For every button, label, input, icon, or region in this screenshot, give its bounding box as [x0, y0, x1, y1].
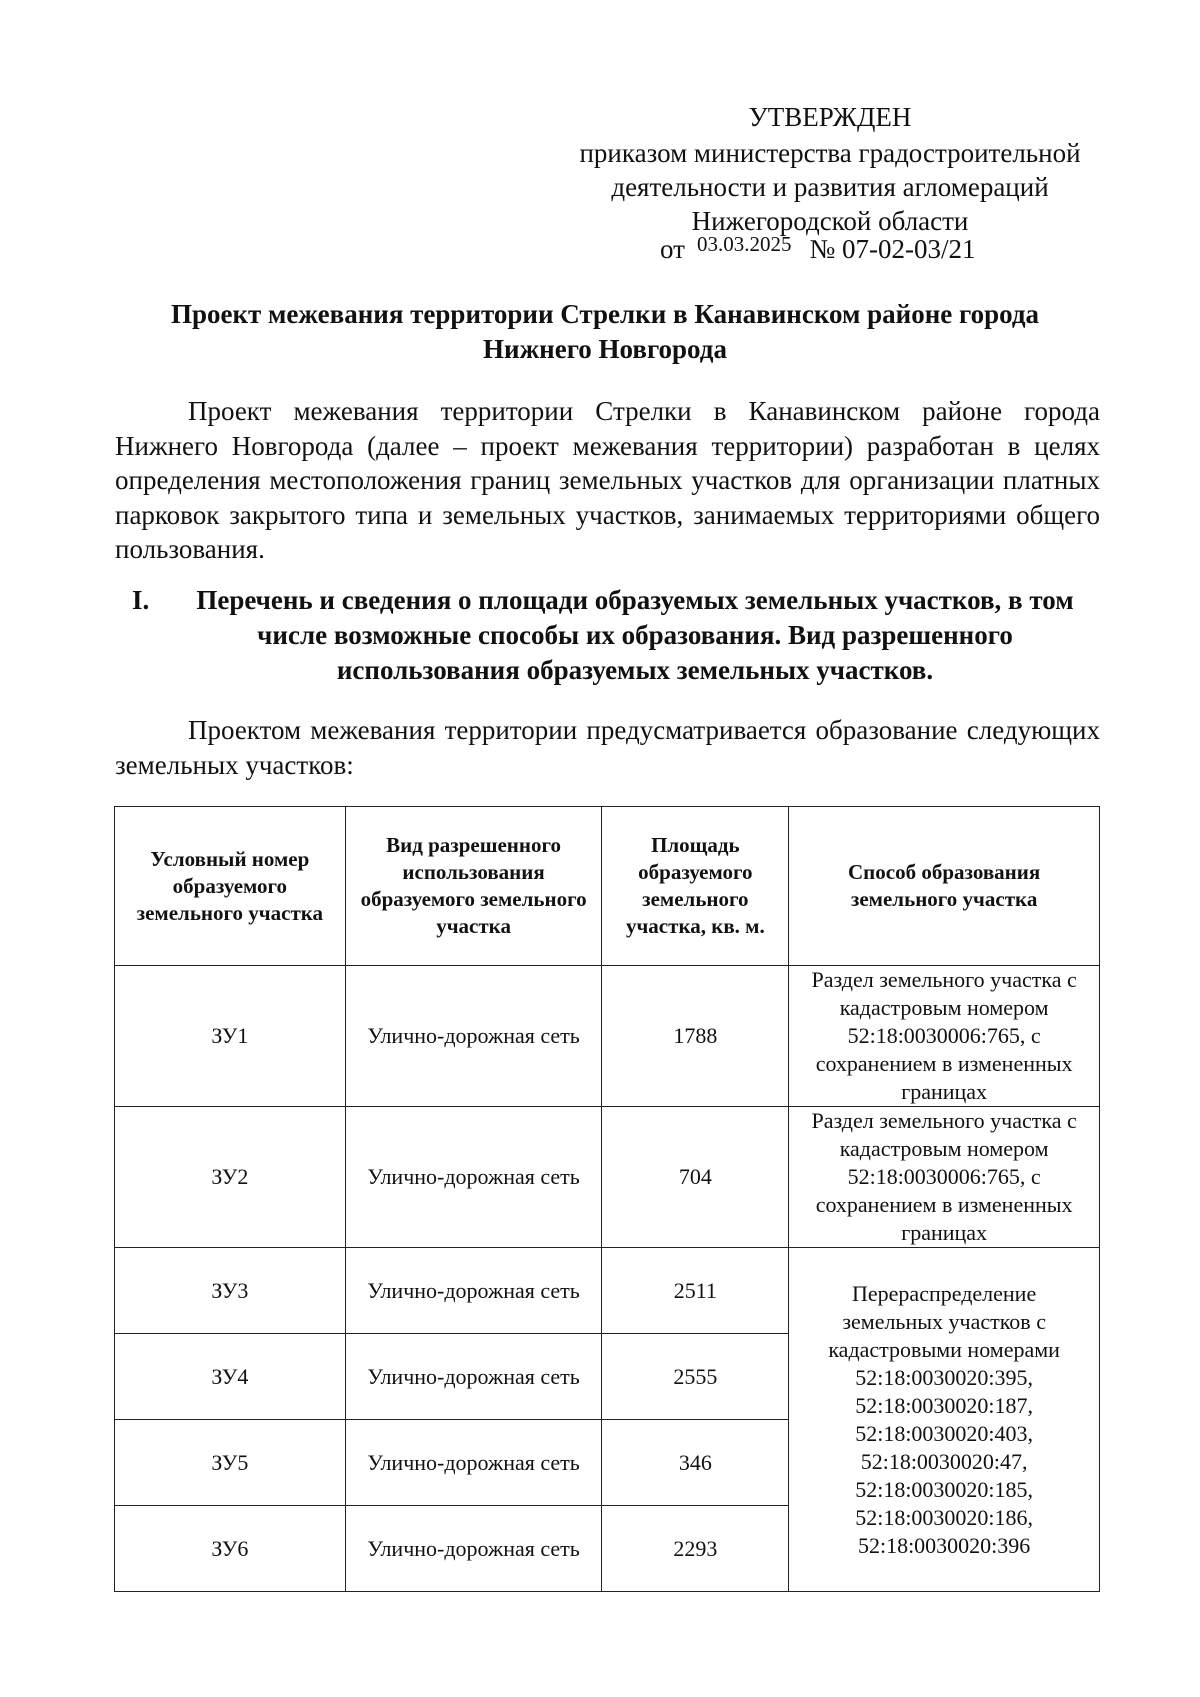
table-row: [115, 966, 1100, 1107]
table-row: [115, 1248, 1100, 1334]
order-number: № 07-02-03/21: [809, 234, 976, 264]
table-row: [115, 1107, 1100, 1248]
cell-permitted-use: Улично-дорожная сеть: [345, 966, 602, 1107]
section-heading: [110, 583, 1100, 688]
cell-plot-number: ЗУ6: [115, 1506, 346, 1592]
header-area: Площадь образуемого земельного участка, кв. м.: [602, 807, 789, 966]
merged-method-line: 52:18:0030020:186,: [855, 1504, 1034, 1530]
cell-area: 346: [602, 1420, 789, 1506]
cell-plot-number: ЗУ1: [115, 966, 346, 1107]
section-heading-line-2: числе возможные способы их образования. Вид разрешенного: [257, 620, 1013, 650]
cell-formation-method: Раздел земельного участка с кадастровым номером 52:18:0030006:765, с сохранением в измененных границах: [789, 1107, 1100, 1248]
cell-area: 2511: [602, 1248, 789, 1334]
merged-method-line: 52:18:0030020:395,: [855, 1364, 1034, 1390]
merged-method-line: 52:18:0030020:187,: [855, 1392, 1034, 1418]
approval-block: [560, 100, 1100, 238]
approval-line-3: Нижегородской области: [691, 206, 969, 236]
intro-paragraph: Проект межевания территории Стрелки в Канавинском районе города Нижнего Новгорода (далее – проект межевания территории) разработан в целях определения местоположения границ земельных участков для организации платных парковок закрытого типа и земельных участков, занимаемых территориями общего пользования.: [115, 396, 1100, 564]
header-plot-number: Условный номер образуемого земельного участка: [115, 807, 346, 966]
merged-method-line: 52:18:0030020:185,: [855, 1476, 1034, 1502]
merged-method-line: Перераспределение: [852, 1280, 1037, 1306]
document-title-line-1: Проект межевания территории Стрелки в Канавинском районе города: [170, 299, 1040, 329]
document-title: [110, 297, 1100, 367]
header-permitted-use: Вид разрешенного использования образуемого земельного участка: [345, 807, 602, 966]
cell-permitted-use: Улично-дорожная сеть: [345, 1334, 602, 1420]
merged-method-line: 52:18:0030020:47,: [860, 1448, 1028, 1474]
cell-permitted-use: Улично-дорожная сеть: [345, 1107, 602, 1248]
table-header-row: [115, 807, 1100, 966]
header-formation-method: Способ образования земельного участка: [789, 807, 1100, 966]
approval-line-1: приказом министерства градостроительной: [579, 138, 1081, 168]
order-line: [660, 232, 975, 268]
approval-stamp: УТВЕРЖДЕН: [748, 102, 912, 132]
cell-formation-method-merged: [789, 1248, 1100, 1592]
order-date: 03.03.2025: [696, 232, 792, 256]
cell-plot-number: ЗУ2: [115, 1107, 346, 1248]
document-title-line-2: Нижнего Новгорода: [483, 334, 727, 364]
cell-area: 704: [602, 1107, 789, 1248]
cell-plot-number: ЗУ3: [115, 1248, 346, 1334]
cell-area: 2293: [602, 1506, 789, 1592]
section-number: I.: [132, 585, 150, 615]
cell-permitted-use: Улично-дорожная сеть: [345, 1248, 602, 1334]
cell-area: 1788: [602, 966, 789, 1107]
merged-method-line: 52:18:0030020:396: [857, 1532, 1031, 1558]
merged-method-line: земельных участков с: [842, 1308, 1046, 1334]
section-heading-line-1: Перечень и сведения о площади образуемых земельных участков, в том: [196, 585, 1074, 615]
section-heading-line-3: использования образуемых земельных участков.: [336, 655, 934, 685]
merged-method-line: кадастровыми номерами: [828, 1336, 1060, 1362]
merged-method-line: 52:18:0030020:403,: [855, 1420, 1034, 1446]
cell-plot-number: ЗУ4: [115, 1334, 346, 1420]
lead-paragraph: Проектом межевания территории предусматривается образование следующих земельных участков:: [115, 715, 1100, 780]
cell-permitted-use: Улично-дорожная сеть: [345, 1420, 602, 1506]
cell-permitted-use: Улично-дорожная сеть: [345, 1506, 602, 1592]
cell-formation-method: Раздел земельного участка с кадастровым номером 52:18:0030006:765, с сохранением в измененных границах: [789, 966, 1100, 1107]
cell-area: 2555: [602, 1334, 789, 1420]
order-from-label: от: [660, 234, 685, 264]
land-plots-table: [114, 806, 1100, 1592]
approval-line-2: деятельности и развития агломераций: [611, 172, 1049, 202]
cell-plot-number: ЗУ5: [115, 1420, 346, 1506]
